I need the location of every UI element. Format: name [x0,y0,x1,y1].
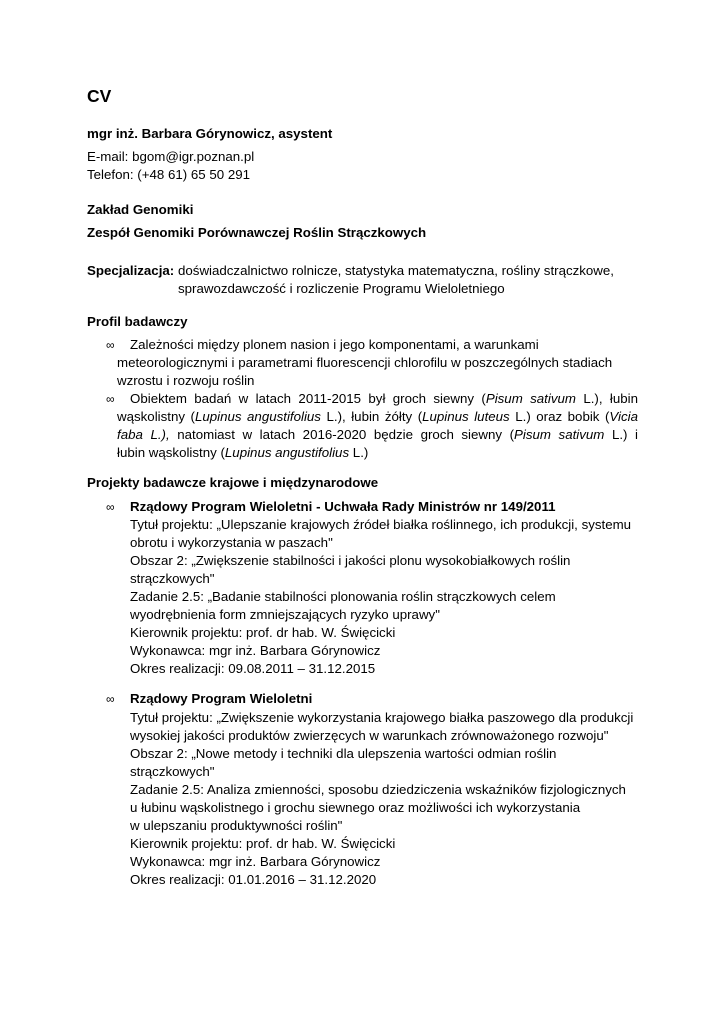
project-1-title: Rządowy Program Wieloletni - Uchwała Rady Ministrów nr 149/2011 [130,499,556,514]
project-2-line: Obszar 2: „Nowe metody i techniki dla ulepszenia wartości odmian roślin [130,746,557,761]
project-2-line: w ulepszaniu produktywności roślin" [130,818,343,833]
project-1-line: Zadanie 2.5: „Badanie stabilności plonowania roślin strączkowych celem [130,589,556,604]
profile-item-1-line-3: wzrostu i rozwoju roślin [117,373,255,388]
profile-item-1 [130,336,638,354]
projects-heading: Projekty badawcze krajowe i międzynarodowe [87,475,379,490]
profile-item-2-line-2: wąskolistny (Lupinus angustifolius L.), łubin żółty (Lupinus luteus L.) oraz bobik (Vicia [117,409,638,424]
email-line: E-mail: bgom@igr.poznan.pl [87,149,255,164]
profile-item-1-line-1: Zależności między plonem nasion i jego komponentami, a warunkami [130,337,539,352]
specialization-line-1: doświadczalnictwo rolnicze, statystyka matematyczna, rośliny strączkowe, [178,263,614,278]
project-2-line: Wykonawca: mgr inż. Barbara Górynowicz [130,854,381,869]
profile-item-2-line-4: łubin wąskolistny (Lupinus angustifolius L.) [117,445,369,460]
project-1-line: strączkowych" [130,571,215,586]
project-2-line: Tytuł projektu: „Zwiększenie wykorzystania krajowego białka paszowego dla produkcji [130,710,634,725]
phone-line: Telefon: (+48 61) 65 50 291 [87,167,251,182]
team-name: Zespół Genomiki Porównawczej Roślin Strączkowych [87,225,427,240]
project-1-line: Kierownik projektu: prof. dr hab. W. Święcicki [130,625,396,640]
project-2-details [130,709,650,889]
bullet-icon: ∞ [106,338,115,352]
specialization-line-2: sprawozdawczość i rozliczenie Programu Wieloletniego [178,281,505,296]
profile-item-2-cont [117,408,638,462]
profile-item-2 [130,390,638,408]
department-name: Zakład Genomiki [87,202,194,217]
specialization-label: Specjalizacja: [87,263,175,278]
profile-item-2-line-3: faba L.), natomiast w latach 2016-2020 będzie groch siewny (Pisum sativum L.) i [117,427,638,442]
profile-item-1-cont [117,354,647,390]
profile-heading: Profil badawczy [87,314,188,329]
project-1-line: Tytuł projektu: „Ulepszanie krajowych źródeł białka roślinnego, ich produkcji, systemu [130,517,632,532]
document-title: CV [87,86,112,106]
bullet-icon: ∞ [106,692,115,706]
profile-item-2-line-1: Obiektem badań w latach 2011-2015 był groch siewny (Pisum sativum L.), łubin [130,391,638,406]
project-2-line: strączkowych" [130,764,215,779]
project-2-line: Zadanie 2.5: Analiza zmienności, sposobu dziedziczenia wskaźników fizjologicznych [130,782,626,797]
project-2-line: u łubinu wąskolistnego i grochu siewnego oraz możliwości ich wykorzystania [130,800,581,815]
project-1-line: Wykonawca: mgr inż. Barbara Górynowicz [130,643,381,658]
project-2-line: Okres realizacji: 01.01.2016 – 31.12.2020 [130,872,377,887]
bullet-icon: ∞ [106,392,115,406]
project-2-line: wysokiej jakości produktów zwierzęcych w warunkach zrównoważonego rozwoju" [130,728,609,743]
person-name: mgr inż. Barbara Górynowicz, asystent [87,126,333,141]
project-2-line: Kierownik projektu: prof. dr hab. W. Święcicki [130,836,396,851]
project-1-line: wyodrębnienia form zmniejszających ryzyko uprawy" [130,607,440,622]
project-1-line: Obszar 2: „Zwiększenie stabilności i jakości plonu wysokobiałkowych roślin [130,553,571,568]
project-1-line: obrotu i wykorzystania w paszach" [130,535,333,550]
project-2-title: Rządowy Program Wieloletni [130,691,313,706]
project-1-line: Okres realizacji: 09.08.2011 – 31.12.2015 [130,661,376,676]
project-1-details [130,516,650,678]
bullet-icon: ∞ [106,500,115,514]
profile-item-1-line-2: meteorologicznymi i parametrami fluorescencji chlorofilu w poszczególnych stadiach [117,355,613,370]
